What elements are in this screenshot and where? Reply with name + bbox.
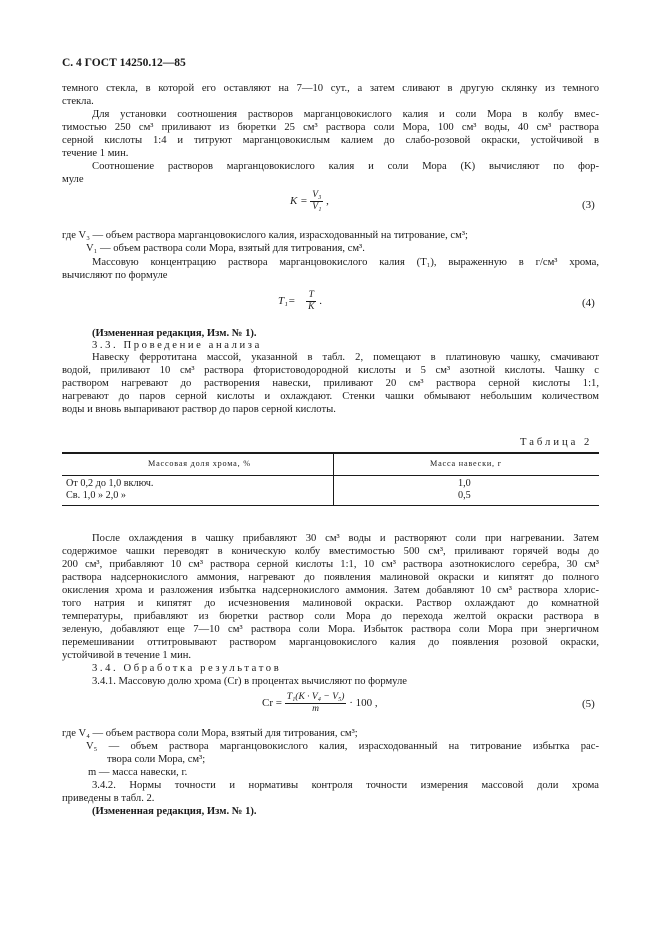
paragraph-line: Массовую концентрацию раствора марганцовокислого калия (T₁), выраженную в г/см³ хрома,	[92, 257, 599, 268]
table-title: Таблица 2	[520, 437, 593, 448]
paragraph-line: тимостью 250 см³ приливают из бюретки 25 см³ раствора соли Мора, 100 см³ воды, 40 см³ раствора	[62, 122, 599, 133]
paragraph-line: вычисляют по формуле	[62, 270, 168, 281]
paragraph-line: твора соли Мора, см³;	[107, 754, 206, 765]
paragraph-line: После охлаждения в чашку прибавляют 30 см³ воды и растворяют соли при нагревании. Затем	[92, 533, 599, 544]
paragraph-line: темного стекла, в которой его оставляют на 7—10 сут., а затем сливают в другую склянку из темного	[62, 83, 599, 94]
formula-tail: ,	[326, 195, 329, 208]
paragraph-line: зеленую, добавляют еще 7—10 см³ раствора соли Мора. Избыток раствора соли Мора при энергичном	[62, 624, 599, 635]
paragraph-line: окисления хрома и разложения избытка надсернокислого аммония. Затем добавляют 10 см³ раствора хлорис-	[62, 585, 599, 596]
table-header-cell: Масса навески, г	[430, 459, 502, 468]
paragraph-line: стекла.	[62, 96, 94, 107]
fraction-numerator: T	[306, 290, 316, 302]
fraction-denominator: K	[308, 302, 315, 312]
paragraph-line: водой, приливают 10 см³ раствора фтористоводородной кислоты и 5 см³ азотной кислоты. Чашку с	[62, 365, 599, 376]
formula-lhs: Cr =	[262, 697, 282, 710]
equation-number: (4)	[582, 297, 595, 309]
paragraph-line: 3.4.1. Массовую долю хрома (Cr) в процентах вычисляют по формуле	[92, 676, 407, 687]
fraction-numerator: T₁(K · V₄ − V₅)	[286, 692, 345, 702]
formula-lhs: K =	[290, 195, 308, 208]
formula-tail: .	[319, 295, 322, 308]
paragraph-line: течение 1 мин.	[62, 148, 129, 159]
table-cell: 1,0	[458, 478, 471, 489]
paragraph-line: Соотношение растворов марганцовокислого калия и соли Мора (K) вычисляют по фор-	[92, 161, 599, 172]
page-header: С. 4 ГОСТ 14250.12—85	[62, 57, 186, 69]
paragraph-line: где V₄ — объем раствора соли Мора, взятый для титрования, см³;	[62, 728, 358, 739]
formula-4	[278, 290, 322, 313]
table-cell: Св. 1,0 » 2,0 »	[66, 490, 126, 501]
fraction-denominator: V₁	[312, 202, 322, 212]
paragraph-line: устойчивой в течение 1 мин.	[62, 650, 192, 661]
paragraph-line: где V₃ — объем раствора марганцовокислого калия, израсходованный на титрование, см³;	[62, 230, 468, 241]
paragraph-line: муле	[62, 174, 84, 185]
paragraph-line: серной кислоты 1:4 и титруют марганцовокислым калием до слабо-розовой окраски, устойчивой в	[62, 135, 599, 146]
formula-5	[262, 692, 378, 715]
paragraph-line: того натрия и кипятят до исчезновения малиновой окраски. Раствор охлаждают до комнатной	[62, 598, 599, 609]
section-heading: 3.4. Обработка результатов	[92, 663, 282, 674]
paragraph-line: раствором нагревают до растворения навески, приливают 20 см³ раствора серной кислоты 1:1,	[62, 378, 599, 389]
paragraph-line: V₅ — объем раствора марганцовокислого калия, израсходованный на титрование избытка рас-	[86, 741, 599, 752]
paragraph-line: содержимое чашки переводят в коническую колбу вместимостью 500 см³, приливают горячей воды до	[62, 546, 599, 557]
paragraph-line: раствора надсернокислого аммония, нагревают до появления малиновой окраски и кипятят до полного	[62, 572, 599, 583]
amendment-note: (Измененная редакция, Изм. № 1).	[92, 806, 257, 817]
equation-number: (3)	[582, 199, 595, 211]
table-column-divider	[333, 453, 334, 505]
fraction-numerator: V₃	[312, 190, 322, 200]
paragraph-line: 200 см³, прибавляют 10 см³ раствора серной кислоты 1:1, 10 см³ раствора азотнокислого серебра, 30 см³	[62, 559, 599, 570]
table-top-rule	[62, 452, 599, 454]
fraction	[285, 692, 347, 715]
paragraph-line: Навеску ферротитана массой, указанной в табл. 2, помещают в платиновую чашку, смачивают	[92, 352, 599, 363]
paragraph-line: V₁ — объем раствора соли Мора, взятый для титрования, см³.	[86, 243, 365, 254]
table-header-cell: Массовая доля хрома, %	[148, 459, 251, 468]
fraction	[306, 290, 316, 313]
paragraph-line: температуры, прибавляют из бюретки раствор соли Мора до перехода желтой окраски раствора в	[62, 611, 599, 622]
formula-3	[290, 190, 329, 213]
equation-number: (5)	[582, 698, 595, 710]
table-header-rule	[62, 475, 599, 476]
paragraph-line: m — масса навески, г.	[88, 767, 188, 778]
table-cell: 0,5	[458, 490, 471, 501]
paragraph-line: нагревают до паров серной кислоты и охлаждают. Стенки чашки обмывают небольшим количеством	[62, 391, 599, 402]
paragraph-line: Для установки соотношения растворов марганцовокислого калия и соли Мора в колбу вмес-	[92, 109, 599, 120]
formula-tail: · 100 ,	[349, 697, 378, 710]
paragraph-line: перемешивании оттитровывают раствором марганцовокислого калия до появления розовой окраски,	[62, 637, 599, 648]
fraction-denominator: m	[312, 704, 320, 714]
formula-lhs: T₁=	[278, 295, 296, 308]
paragraph-line: приведены в табл. 2.	[62, 793, 155, 804]
fraction	[310, 190, 323, 213]
amendment-note: (Измененная редакция, Изм. № 1).	[92, 328, 257, 339]
section-heading: 3.3. Проведение анализа	[92, 340, 262, 351]
paragraph-line: 3.4.2. Нормы точности и нормативы контроля точности измерения массовой доли хрома	[92, 780, 599, 791]
paragraph-line: воды и вновь выпаривают раствор до паров серной кислоты.	[62, 404, 336, 415]
table-bottom-rule	[62, 505, 599, 506]
table-cell: От 0,2 до 1,0 включ.	[66, 478, 154, 489]
